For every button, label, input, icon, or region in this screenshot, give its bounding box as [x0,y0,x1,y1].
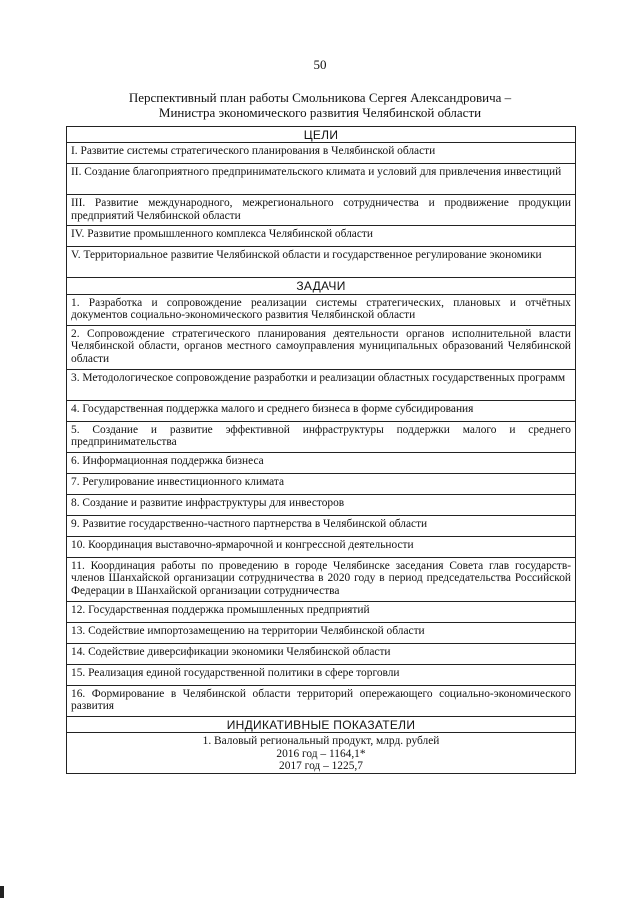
goal-item-5: V. Территориальное развитие Челябинской области и государственное регулирование экономики [67,247,576,278]
table-row [67,685,576,716]
table-row [67,452,576,473]
goal-item-1: I. Развитие системы стратегического планирования в Челябинской области [67,143,576,164]
indicators-header: ИНДИКАТИВНЫЕ ПОКАЗАТЕЛИ [67,716,576,732]
table-row [67,643,576,664]
table-row [67,536,576,557]
table-row [67,515,576,536]
task-item-10: 10. Координация выставочно-ярмарочной и конгрессной деятельности [67,536,576,557]
tasks-header-row [67,278,576,294]
indicator-item-1 [67,733,576,774]
table-row [67,325,576,369]
task-item-5: 5. Создание и развитие эффективной инфраструктуры поддержки малого и среднего предпринимательства [67,421,576,452]
goal-item-2: II. Создание благоприятного предпринимательского климата и условий для привлечения инвестиций [67,164,576,195]
indicator-value-2016: 2016 год – 1164,1* [276,747,366,760]
task-item-8: 8. Создание и развитие инфраструктуры для инвесторов [67,494,576,515]
table-row [67,195,576,226]
plan-table [66,126,576,774]
task-item-9: 9. Развитие государственно-частного партнерства в Челябинской области [67,515,576,536]
task-item-15: 15. Реализация единой государственной политики в сфере торговли [67,664,576,685]
title-line-1: Перспективный план работы Смольникова Сергея Александровича – [128,90,512,105]
task-item-14: 14. Содействие диверсификации экономики Челябинской области [67,643,576,664]
table-row [67,247,576,278]
title-line-2: Министра экономического развития Челябинской области [158,105,482,120]
goal-item-3: III. Развитие международного, межрегионального сотрудничества и продвижение продукции предприятий Челябинской области [67,195,576,226]
table-row [67,143,576,164]
indicator-title: 1. Валовый региональный продукт, млрд. рублей [202,735,440,748]
task-item-13: 13. Содействие импортозамещению на территории Челябинской области [67,622,576,643]
page-number: 50 [313,57,327,72]
table-row [67,622,576,643]
table-row [67,557,576,601]
table-row [67,494,576,515]
table-row [67,294,576,325]
table-row [67,369,576,400]
scan-margin-mark [0,886,4,898]
task-item-1: 1. Разработка и сопровождение реализации системы стратегических, плановых и отчётных документов социально-экономического развития Челябинской области [67,294,576,325]
task-item-12: 12. Государственная поддержка промышленных предприятий [67,601,576,622]
table-row [67,473,576,494]
table-row [67,164,576,195]
tasks-header: ЗАДАЧИ [67,278,576,294]
table-row [67,421,576,452]
indicator-value-2017: 2017 год – 1225,7 [279,760,363,773]
goal-item-4: IV. Развитие промышленного комплекса Челябинской области [67,226,576,247]
document-title [40,90,600,120]
task-item-3: 3. Методологическое сопровождение разработки и реализации областных государственных программ [67,369,576,400]
task-item-7: 7. Регулирование инвестиционного климата [67,473,576,494]
indicators-header-row [67,716,576,732]
table-row [67,601,576,622]
table-row [67,226,576,247]
table-row [67,664,576,685]
table-row [67,733,576,774]
task-item-6: 6. Информационная поддержка бизнеса [67,452,576,473]
task-item-16: 16. Формирование в Челябинской области территорий опережающего социально-экономического развития [67,685,576,716]
task-item-4: 4. Государственная поддержка малого и среднего бизнеса в форме субсидирования [67,400,576,421]
task-item-2: 2. Сопровождение стратегического планирования деятельности органов исполнительной власти Челябинской области, органов местного самоуправления муниципальных образований Челябинской области [67,325,576,369]
goals-header-row [67,127,576,143]
task-item-11: 11. Координация работы по проведению в городе Челябинске заседания Совета глав государств-членов Шанхайской организации сотрудничества в 2020 году в период председательства Российской Федерации в Шанхайской организации сотрудничества [67,557,576,601]
goals-header: ЦЕЛИ [67,127,576,143]
table-row [67,400,576,421]
